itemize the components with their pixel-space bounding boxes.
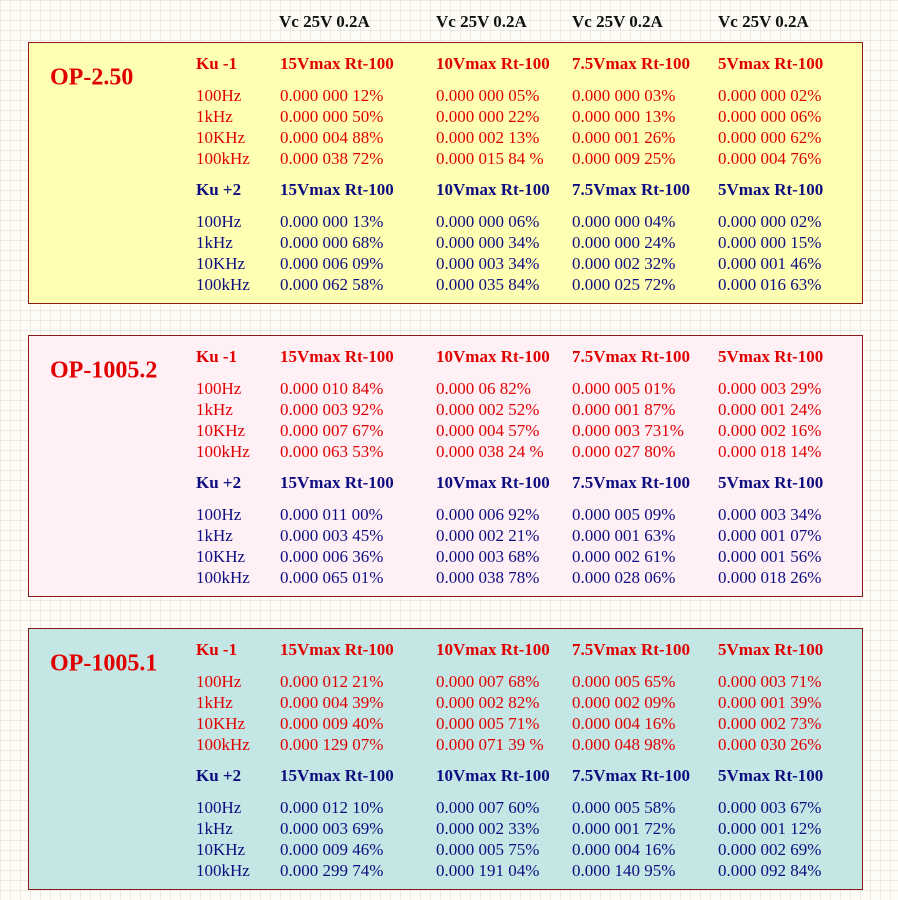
column-header: 15Vmax Rt-100 <box>280 640 394 659</box>
gain-label: Ku +2 <box>196 766 242 785</box>
thd-value: 0.000 000 68% <box>280 233 384 252</box>
table-row <box>29 713 862 734</box>
frequency-label: 100Hz <box>196 212 242 231</box>
thd-value: 0.000 000 22% <box>436 107 540 126</box>
thd-value: 0.000 004 76% <box>718 149 822 168</box>
column-header: 5Vmax Rt-100 <box>718 473 824 492</box>
frequency-label: 10KHz <box>196 547 246 566</box>
thd-value: 0.000 005 01% <box>572 379 676 398</box>
table-row <box>29 797 862 818</box>
thd-value: 0.000 000 04% <box>572 212 676 231</box>
thd-value: 0.000 005 09% <box>572 505 676 524</box>
table-row <box>29 546 862 567</box>
group-header-ku-plus-2 <box>29 179 862 200</box>
column-header: 15Vmax Rt-100 <box>280 347 394 366</box>
thd-value: 0.000 001 46% <box>718 254 822 273</box>
thd-value: 0.000 003 69% <box>280 819 384 838</box>
thd-value: 0.000 003 45% <box>280 526 384 545</box>
frequency-label: 10KHz <box>196 128 246 147</box>
thd-value: 0.000 000 05% <box>436 86 540 105</box>
table-row <box>29 274 862 295</box>
column-header: 10Vmax Rt-100 <box>436 180 550 199</box>
thd-value: 0.000 000 62% <box>718 128 822 147</box>
gain-label: Ku -1 <box>196 640 238 659</box>
thd-value: 0.000 002 21% <box>436 526 540 545</box>
table-row <box>29 378 862 399</box>
thd-value: 0.000 002 32% <box>572 254 676 273</box>
frequency-label: 100kHz <box>196 442 250 461</box>
column-header: 5Vmax Rt-100 <box>718 54 824 73</box>
thd-value: 0.000 002 69% <box>718 840 822 859</box>
gain-label: Ku +2 <box>196 180 242 199</box>
frequency-label: 1kHz <box>196 400 233 419</box>
frequency-label: 100Hz <box>196 672 242 691</box>
table-row <box>29 504 862 525</box>
thd-value: 0.000 025 72% <box>572 275 676 294</box>
group-header-ku-plus-2 <box>29 765 862 786</box>
column-header: 15Vmax Rt-100 <box>280 180 394 199</box>
frequency-label: 100kHz <box>196 861 250 880</box>
table-row <box>29 734 862 755</box>
group-header-ku-minus-1 <box>29 53 862 74</box>
thd-value: 0.000 000 03% <box>572 86 676 105</box>
thd-value: 0.000 009 46% <box>280 840 384 859</box>
thd-value: 0.000 000 15% <box>718 233 822 252</box>
table-row <box>29 148 862 169</box>
table-row <box>29 127 862 148</box>
thd-value: 0.000 000 02% <box>718 212 822 231</box>
thd-value: 0.000 06 82% <box>436 379 531 398</box>
thd-value: 0.000 015 84 % <box>436 149 544 168</box>
thd-value: 0.000 129 07% <box>280 735 384 754</box>
column-header: 10Vmax Rt-100 <box>436 473 550 492</box>
thd-value: 0.000 000 06% <box>436 212 540 231</box>
thd-value: 0.000 009 25% <box>572 149 676 168</box>
thd-value: 0.000 001 63% <box>572 526 676 545</box>
thd-value: 0.000 038 24 % <box>436 442 544 461</box>
table-row <box>29 420 862 441</box>
thd-value: 0.000 003 34% <box>436 254 540 273</box>
thd-value: 0.000 007 68% <box>436 672 540 691</box>
thd-value: 0.000 016 63% <box>718 275 822 294</box>
thd-value: 0.000 299 74% <box>280 861 384 880</box>
frequency-label: 10KHz <box>196 714 246 733</box>
gain-label: Ku +2 <box>196 473 242 492</box>
thd-value: 0.000 035 84% <box>436 275 540 294</box>
thd-value: 0.000 001 56% <box>718 547 822 566</box>
thd-value: 0.000 000 02% <box>718 86 822 105</box>
column-header: 15Vmax Rt-100 <box>280 54 394 73</box>
thd-value: 0.000 000 50% <box>280 107 384 126</box>
table-row <box>29 525 862 546</box>
thd-value: 0.000 005 65% <box>572 672 676 691</box>
column-header: 7.5Vmax Rt-100 <box>572 54 691 73</box>
column-header: 5Vmax Rt-100 <box>718 347 824 366</box>
table-row <box>29 253 862 274</box>
table-row <box>29 211 862 232</box>
thd-value: 0.000 004 88% <box>280 128 384 147</box>
thd-value: 0.000 005 71% <box>436 714 540 733</box>
thd-value: 0.000 002 52% <box>436 400 540 419</box>
gain-label: Ku -1 <box>196 54 238 73</box>
table-row <box>29 399 862 420</box>
column-header: 7.5Vmax Rt-100 <box>572 766 691 785</box>
panel-title: OP-2.50 <box>50 64 134 91</box>
thd-value: 0.000 003 731% <box>572 421 684 440</box>
thd-value: 0.000 006 92% <box>436 505 540 524</box>
table-row <box>29 671 862 692</box>
frequency-label: 100Hz <box>196 379 242 398</box>
thd-value: 0.000 003 71% <box>718 672 822 691</box>
frequency-label: 1kHz <box>196 819 233 838</box>
thd-value: 0.000 000 34% <box>436 233 540 252</box>
frequency-label: 1kHz <box>196 526 233 545</box>
thd-value: 0.000 001 72% <box>572 819 676 838</box>
frequency-label: 100kHz <box>196 149 250 168</box>
group-header-ku-minus-1 <box>29 639 862 660</box>
thd-value: 0.000 002 33% <box>436 819 540 838</box>
thd-value: 0.000 001 39% <box>718 693 822 712</box>
column-header: 10Vmax Rt-100 <box>436 54 550 73</box>
thd-value: 0.000 030 26% <box>718 735 822 754</box>
header-vc-5v: Vc 25V 0.2A <box>718 12 809 31</box>
column-header: 15Vmax Rt-100 <box>280 766 394 785</box>
frequency-label: 10KHz <box>196 421 246 440</box>
thd-value: 0.000 001 24% <box>718 400 822 419</box>
column-header: 5Vmax Rt-100 <box>718 180 824 199</box>
thd-value: 0.000 002 16% <box>718 421 822 440</box>
thd-value: 0.000 065 01% <box>280 568 384 587</box>
thd-value: 0.000 003 68% <box>436 547 540 566</box>
table-row <box>29 106 862 127</box>
column-header: 10Vmax Rt-100 <box>436 347 550 366</box>
thd-value: 0.000 002 09% <box>572 693 676 712</box>
column-header: 5Vmax Rt-100 <box>718 766 824 785</box>
frequency-label: 100kHz <box>196 568 250 587</box>
thd-value: 0.000 009 40% <box>280 714 384 733</box>
header-vc-7-5v: Vc 25V 0.2A <box>572 12 663 31</box>
column-header: 7.5Vmax Rt-100 <box>572 473 691 492</box>
thd-value: 0.000 000 13% <box>572 107 676 126</box>
thd-value: 0.000 003 92% <box>280 400 384 419</box>
frequency-label: 1kHz <box>196 693 233 712</box>
thd-value: 0.000 004 39% <box>280 693 384 712</box>
column-header: 10Vmax Rt-100 <box>436 640 550 659</box>
thd-value: 0.000 002 82% <box>436 693 540 712</box>
thd-value: 0.000 027 80% <box>572 442 676 461</box>
panel-op-1005-1 <box>28 628 863 890</box>
column-header: 7.5Vmax Rt-100 <box>572 180 691 199</box>
thd-value: 0.000 012 21% <box>280 672 384 691</box>
column-header: 15Vmax Rt-100 <box>280 473 394 492</box>
thd-value: 0.000 018 26% <box>718 568 822 587</box>
thd-value: 0.000 005 58% <box>572 798 676 817</box>
table-row <box>29 85 862 106</box>
table-row <box>29 839 862 860</box>
thd-value: 0.000 140 95% <box>572 861 676 880</box>
thd-value: 0.000 000 24% <box>572 233 676 252</box>
thd-value: 0.000 006 36% <box>280 547 384 566</box>
thd-value: 0.000 010 84% <box>280 379 384 398</box>
table-row <box>29 692 862 713</box>
thd-value: 0.000 002 73% <box>718 714 822 733</box>
frequency-label: 10KHz <box>196 840 246 859</box>
table-row <box>29 567 862 588</box>
thd-value: 0.000 002 13% <box>436 128 540 147</box>
column-header: 7.5Vmax Rt-100 <box>572 640 691 659</box>
thd-value: 0.000 063 53% <box>280 442 384 461</box>
panel-title: OP-1005.1 <box>50 650 158 677</box>
thd-value: 0.000 000 12% <box>280 86 384 105</box>
thd-value: 0.000 028 06% <box>572 568 676 587</box>
thd-value: 0.000 012 10% <box>280 798 384 817</box>
column-header: 10Vmax Rt-100 <box>436 766 550 785</box>
frequency-label: 10KHz <box>196 254 246 273</box>
header-vc-15v: Vc 25V 0.2A <box>279 12 370 31</box>
group-header-ku-minus-1 <box>29 346 862 367</box>
gain-label: Ku -1 <box>196 347 238 366</box>
thd-value: 0.000 001 26% <box>572 128 676 147</box>
thd-value: 0.000 002 61% <box>572 547 676 566</box>
thd-value: 0.000 003 34% <box>718 505 822 524</box>
thd-value: 0.000 062 58% <box>280 275 384 294</box>
thd-value: 0.000 003 67% <box>718 798 822 817</box>
header-vc-10v: Vc 25V 0.2A <box>436 12 527 31</box>
frequency-label: 100Hz <box>196 798 242 817</box>
frequency-label: 100kHz <box>196 275 250 294</box>
thd-value: 0.000 018 14% <box>718 442 822 461</box>
group-header-ku-plus-2 <box>29 472 862 493</box>
thd-value: 0.000 000 06% <box>718 107 822 126</box>
panel-op-2-50 <box>28 42 863 304</box>
thd-value: 0.000 005 75% <box>436 840 540 859</box>
thd-value: 0.000 007 67% <box>280 421 384 440</box>
panel-title: OP-1005.2 <box>50 357 158 384</box>
thd-value: 0.000 004 57% <box>436 421 540 440</box>
table-row <box>29 441 862 462</box>
thd-value: 0.000 048 98% <box>572 735 676 754</box>
thd-value: 0.000 001 12% <box>718 819 822 838</box>
frequency-label: 1kHz <box>196 107 233 126</box>
thd-value: 0.000 000 13% <box>280 212 384 231</box>
thd-value: 0.000 071 39 % <box>436 735 544 754</box>
table-row <box>29 818 862 839</box>
thd-value: 0.000 003 29% <box>718 379 822 398</box>
thd-value: 0.000 092 84% <box>718 861 822 880</box>
frequency-label: 1kHz <box>196 233 233 252</box>
thd-value: 0.000 001 07% <box>718 526 822 545</box>
table-row <box>29 860 862 881</box>
thd-value: 0.000 006 09% <box>280 254 384 273</box>
column-header: 5Vmax Rt-100 <box>718 640 824 659</box>
frequency-label: 100Hz <box>196 86 242 105</box>
table-row <box>29 232 862 253</box>
panel-op-1005-2 <box>28 335 863 597</box>
thd-value: 0.000 011 00% <box>280 505 383 524</box>
thd-value: 0.000 001 87% <box>572 400 676 419</box>
thd-value: 0.000 038 72% <box>280 149 384 168</box>
thd-value: 0.000 007 60% <box>436 798 540 817</box>
thd-value: 0.000 038 78% <box>436 568 540 587</box>
thd-value: 0.000 004 16% <box>572 714 676 733</box>
column-header: 7.5Vmax Rt-100 <box>572 347 691 366</box>
thd-value: 0.000 191 04% <box>436 861 540 880</box>
frequency-label: 100Hz <box>196 505 242 524</box>
thd-value: 0.000 004 16% <box>572 840 676 859</box>
frequency-label: 100kHz <box>196 735 250 754</box>
